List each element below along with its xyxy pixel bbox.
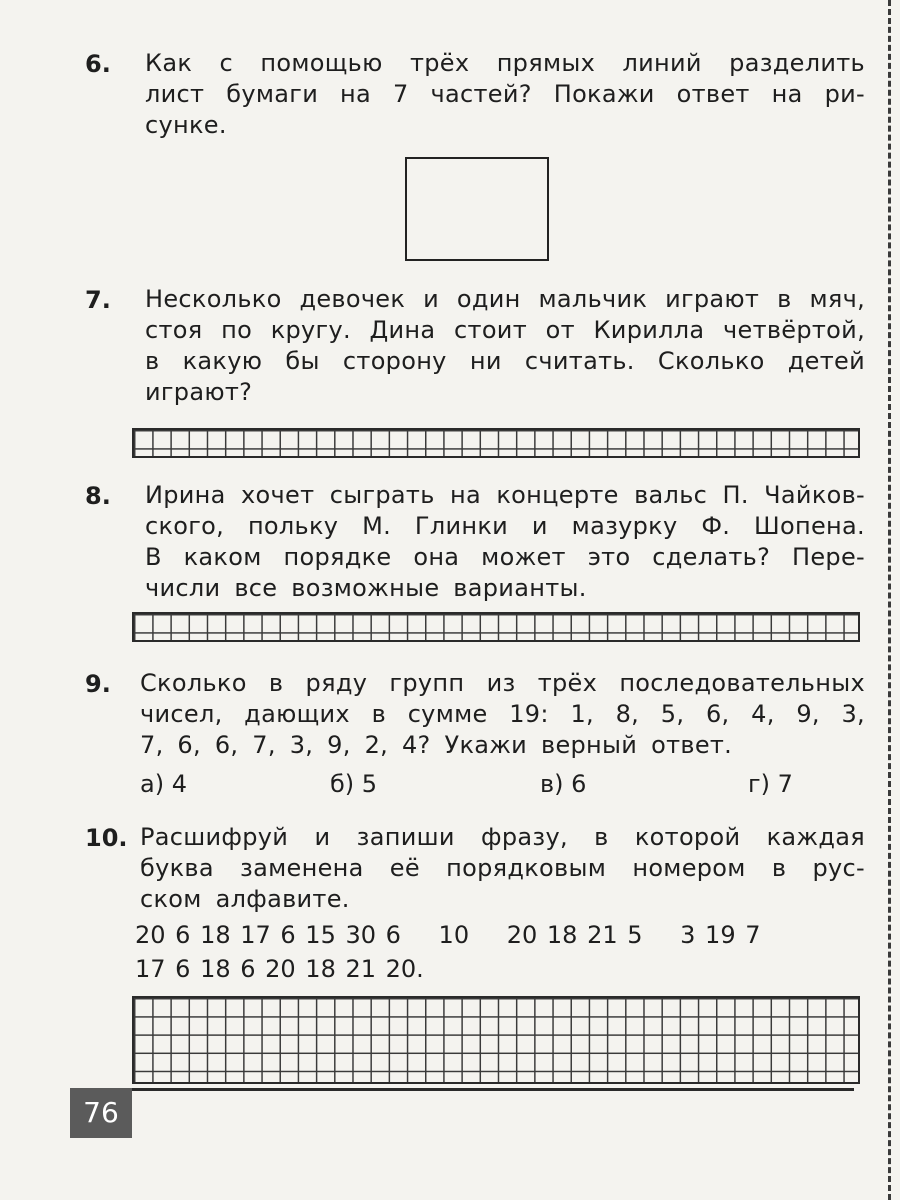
cipher-group: 10 xyxy=(438,921,470,949)
option-c[interactable]: в) 6 xyxy=(540,770,587,798)
text-line: Несколько девочек и один мальчик играют в мяч, xyxy=(145,285,865,313)
cipher-group: 20 6 18 17 6 15 30 6 xyxy=(135,921,401,949)
text-line: Как с помощью трёх прямых линий разделить xyxy=(145,49,865,77)
task-text xyxy=(145,284,865,408)
text-line: 7, 6, 6, 7, 3, 9, 2, 4? Укажи верный ответ. xyxy=(140,731,733,759)
option-a[interactable]: а) 4 xyxy=(140,770,187,798)
answer-grid-10[interactable] xyxy=(132,996,860,1084)
page-number: 76 xyxy=(70,1088,132,1138)
text-line: сунке. xyxy=(145,111,227,139)
bottom-rule xyxy=(132,1088,854,1091)
drawing-box[interactable] xyxy=(405,157,549,261)
text-line: Ирина хочет сыграть на концерте вальс П. Чайков- xyxy=(145,481,865,509)
text-line: числи все возможные варианты. xyxy=(145,574,587,602)
cipher-group: 3 19 7 xyxy=(680,921,761,949)
cipher-group: 20 18 21 5 xyxy=(506,921,643,949)
task-9 xyxy=(85,668,865,768)
text-line: ском алфавите. xyxy=(140,885,350,913)
text-line: ского, польку М. Глинки и мазурку Ф. Шопена. xyxy=(145,512,865,540)
text-line: Сколько в ряду групп из трёх последовательных xyxy=(140,669,865,697)
text-line: в какую бы сторону ни считать. Сколько детей xyxy=(145,347,865,375)
task-text xyxy=(140,822,865,915)
text-line: лист бумаги на 7 частей? Покажи ответ на ри- xyxy=(145,80,865,108)
text-line: В каком порядке она может это сделать? Пере- xyxy=(145,543,865,571)
text-line: чисел, дающих в сумме 19: 1, 8, 5, 6, 4, 9, 3, xyxy=(140,700,865,728)
cipher-line-1 xyxy=(135,920,789,950)
task-number: 9. xyxy=(85,670,111,698)
task-8 xyxy=(85,480,865,610)
task-text xyxy=(140,668,865,761)
task-number: 8. xyxy=(85,482,111,510)
task-number: 7. xyxy=(85,286,111,314)
text-line: Расшифруй и запиши фразу, в которой каждая xyxy=(140,823,865,851)
text-line: стоя по кругу. Дина стоит от Кирилла четвёртой, xyxy=(145,316,865,344)
answer-grid-7[interactable] xyxy=(132,428,860,458)
text-line: буква заменена её порядковым номером в рус- xyxy=(140,854,865,882)
task-text xyxy=(145,480,865,604)
option-b[interactable]: б) 5 xyxy=(330,770,378,798)
task-number: 6. xyxy=(85,50,111,78)
task-number: 10. xyxy=(85,824,128,852)
task-text xyxy=(145,48,865,141)
cut-line xyxy=(888,0,891,1200)
answer-grid-8[interactable] xyxy=(132,612,860,642)
cipher-line-2: 17 6 18 6 20 18 21 20. xyxy=(135,955,424,983)
answer-options xyxy=(140,770,820,804)
task-7 xyxy=(85,284,865,414)
task-10 xyxy=(85,822,865,922)
text-line: играют? xyxy=(145,378,253,406)
task-6 xyxy=(85,48,865,148)
option-d[interactable]: г) 7 xyxy=(748,770,793,798)
